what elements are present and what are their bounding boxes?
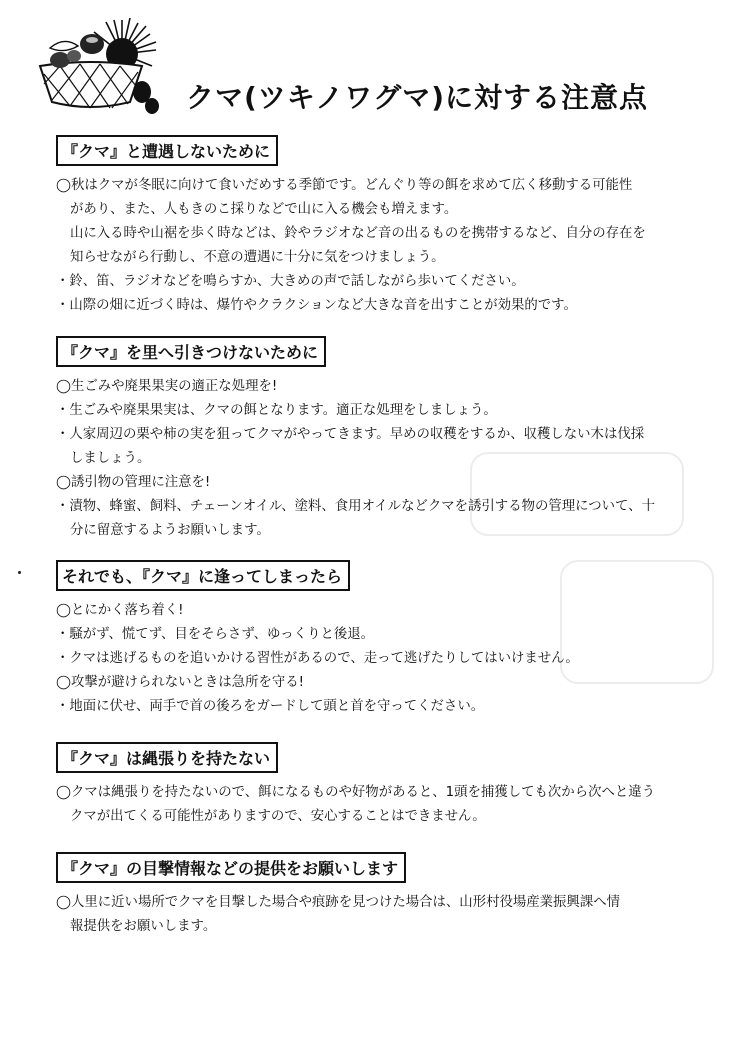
bullet-line: ・人家周辺の栗や柿の実を狙ってクマがやってきます。早めの収穫をするか、収穫しない木は伐採 [56, 427, 645, 442]
bullet-line: ・騒がず、慌てず、目をそらさず、ゆっくりと後退。 [56, 627, 375, 642]
paragraph-line: ◯人里に近い場所でクマを目撃した場合や痕跡を見つけた場合は、山形村役場産業振興課へ情 [56, 895, 620, 910]
section-heading: 『クマ』を里へ引きつけないために [56, 336, 326, 367]
bullet-line: ・漬物、蜂蜜、飼料、チェーンオイル、塗料、食用オイルなどクマを誘引する物の管理について、十 [56, 499, 655, 514]
section-heading: 『クマ』と遭遇しないために [56, 135, 278, 166]
bullet-line: ・生ごみや廃果果実は、クマの餌となります。適正な処理をしましょう。 [56, 403, 497, 418]
section-sighting-reports [56, 852, 692, 939]
section-if-you-meet-a-bear [56, 560, 692, 719]
scan-speck [18, 571, 21, 574]
paragraph-line: クマが出てくる可能性がありますので、安心することはできません。 [70, 809, 486, 824]
paragraph-line: ◯誘引物の管理に注意を! [56, 475, 211, 490]
paragraph-line: があり、また、人もきのこ採りなどで山に入る機会も増えます。 [70, 202, 458, 217]
paragraph-line: 報提供をお願いします。 [70, 919, 217, 934]
paragraph-line: しましょう。 [70, 451, 151, 466]
paragraph-line: 分に留意するようお願いします。 [70, 523, 270, 538]
paragraph-line: ◯攻撃が避けられないときは急所を守る! [56, 675, 304, 690]
section-heading: それでも、『クマ』に逢ってしまったら [56, 560, 350, 591]
section-no-territory [56, 742, 692, 829]
bullet-line: ・山際の畑に近づく時は、爆竹やクラクションなど大きな音を出すことが効果的です。 [56, 298, 577, 313]
paragraph-line: ◯生ごみや廃果果実の適正な処理を! [56, 379, 278, 394]
section-avoid-encounter [56, 135, 692, 318]
paragraph-line: 知らせながら行動し、不意の遭遇に十分に気をつけましょう。 [70, 250, 445, 265]
paragraph-line: ◯クマは縄張りを持たないので、餌になるものや好物があると、1頭を捕獲しても次から次へと違う [56, 785, 656, 800]
bullet-line: ・鈴、笛、ラジオなどを鳴らすか、大きめの声で話しながら歩いてください。 [56, 274, 525, 289]
section-keep-away-from-village [56, 336, 692, 543]
page-title: クマ(ツキノワグマ)に対する注意点 [186, 81, 649, 114]
paragraph-line: 山に入る時や山裾を歩く時などは、鈴やラジオなど音の出るものを携帯するなど、自分の存在を [70, 226, 646, 241]
basket-of-chestnuts-and-acorns-icon [30, 14, 160, 114]
paragraph-line: ◯秋はクマが冬眠に向けて食いだめする季節です。どんぐり等の餌を求めて広く移動する可能性 [56, 178, 633, 193]
bullet-line: ・クマは逃げるものを追いかける習性があるので、走って逃げたりしてはいけません。 [56, 651, 579, 666]
paragraph-line: ◯とにかく落ち着く! [56, 603, 184, 618]
section-heading: 『クマ』の目撃情報などの提供をお願いします [56, 852, 406, 883]
bullet-line: ・地面に伏せ、両手で首の後ろをガードして頭と首を守ってください。 [56, 699, 485, 714]
section-heading: 『クマ』は縄張りを持たない [56, 742, 278, 773]
